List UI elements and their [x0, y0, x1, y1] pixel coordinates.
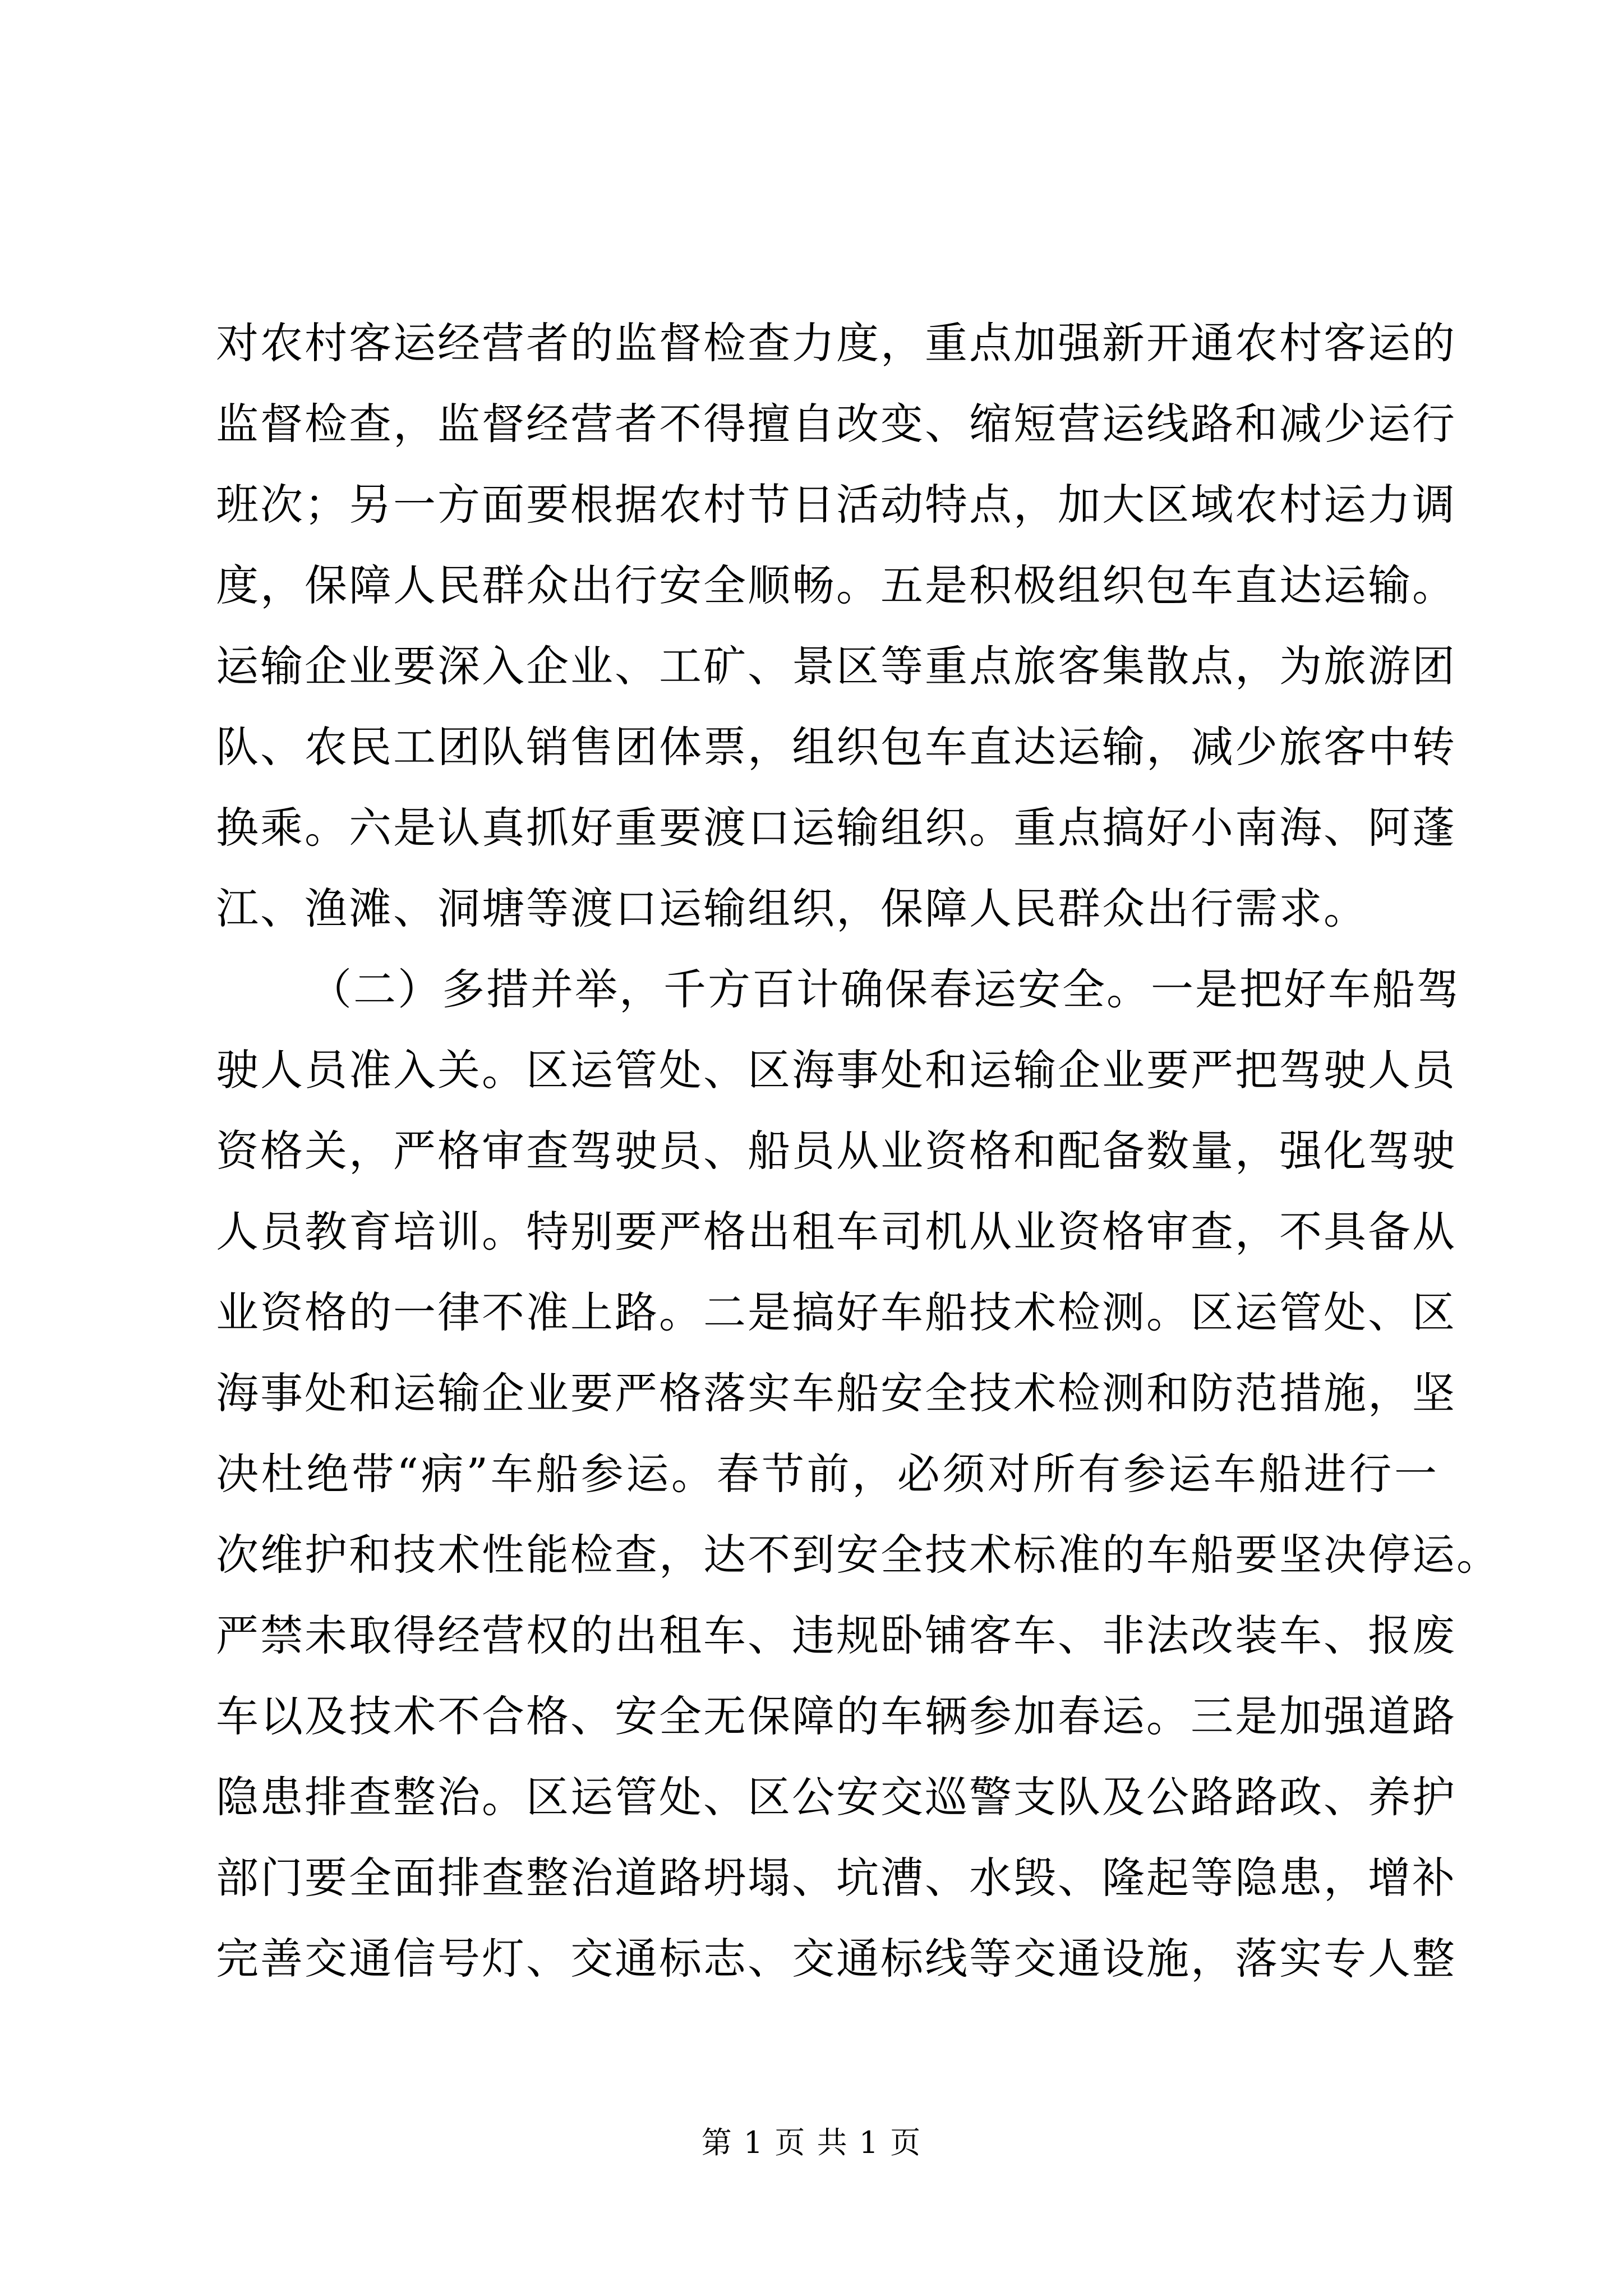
text-line: 运输企业要深入企业、工矿、景区等重点旅客集散点，为旅游团: [216, 641, 1456, 691]
text-line: 隐患排查整治。区运管处、区公安交巡警支队及公路路政、养护: [216, 1772, 1456, 1822]
text-line: 业资格的一律不准上路。二是搞好车船技术检测。区运管处、区: [216, 1287, 1456, 1337]
section-heading-line: （二）多措并举，千方百计确保春运安全。一是把好车船驾: [309, 964, 1461, 1014]
text-line: 资格关，严格审查驾驶员、船员从业资格和配备数量，强化驾驶: [216, 1126, 1456, 1176]
text-line: 度，保障人民群众出行安全顺畅。五是积极组织包车直达运输。: [216, 560, 1456, 610]
text-line: 队、农民工团队销售团体票，组织包车直达运输，减少旅客中转: [216, 722, 1456, 772]
text-line: 部门要全面排查整治道路坍塌、坑漕、水毁、隆起等隐患，增补: [216, 1853, 1456, 1903]
text-line: 严禁未取得经营权的出租车、违规卧铺客车、非法改装车、报废: [216, 1611, 1456, 1660]
page-number-footer: 第 1 页 共 1 页: [701, 2125, 922, 2160]
text-line: 海事处和运输企业要严格落实车船安全技术检测和防范措施，坚: [216, 1368, 1456, 1418]
text-line: 班次；另一方面要根据农村节日活动特点，加大区域农村运力调: [216, 480, 1456, 530]
text-line: 次维护和技术性能检查，达不到安全技术标准的车船要坚决停运。: [216, 1530, 1501, 1580]
text-line: 监督检查，监督经营者不得擅自改变、缩短营运线路和减少运行: [216, 399, 1456, 449]
text-line: 驶人员准入关。区运管处、区海事处和运输企业要严把驾驶人员: [216, 1045, 1456, 1095]
text-line: 完善交通信号灯、交通标志、交通标线等交通设施，落实专人整: [216, 1934, 1456, 1984]
text-line: 车以及技术不合格、安全无保障的车辆参加春运。三是加强道路: [216, 1691, 1456, 1741]
text-line: 人员教育培训。特别要严格出租车司机从业资格审查，不具备从: [216, 1207, 1456, 1257]
text-line: 江、渔滩、洞塘等渡口运输组织，保障人民群众出行需求。: [216, 884, 1368, 933]
text-line: 决杜绝带“病”车船参运。春节前，必须对所有参运车船进行一: [216, 1449, 1438, 1499]
text-line: 换乘。六是认真抓好重要渡口运输组织。重点搞好小南海、阿蓬: [216, 803, 1456, 853]
text-line: 对农村客运经营者的监督检查力度，重点加强新开通农村客运的: [216, 318, 1456, 368]
body-text: [216, 303, 1501, 1999]
